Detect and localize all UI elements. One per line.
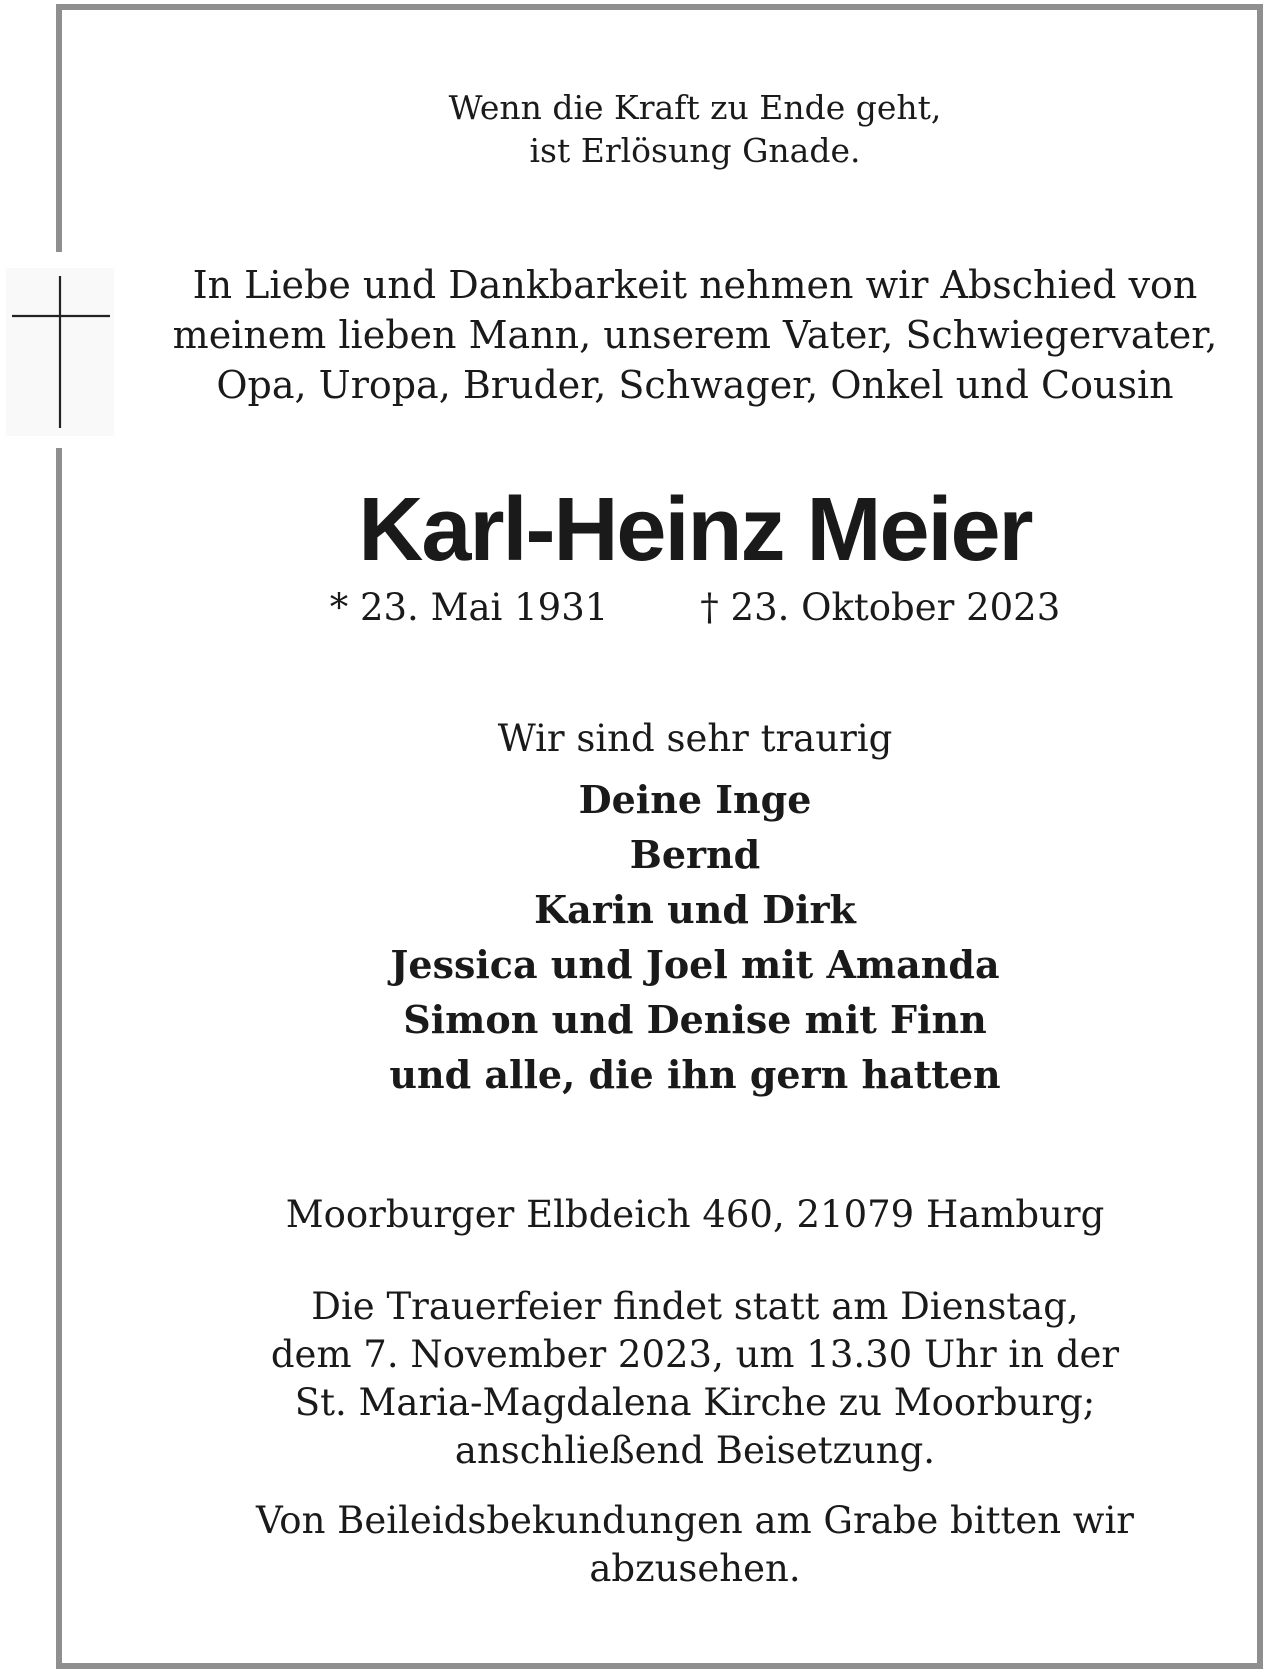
cross-icon xyxy=(6,268,114,436)
mourner: Deine Inge xyxy=(578,777,812,822)
mourners-list xyxy=(100,772,1280,1102)
notice-line: Von Beileidsbekundungen am Grabe bitten wir xyxy=(255,1499,1134,1542)
deceased-name: Karl-Heinz Meier xyxy=(358,480,1032,580)
mourner: Bernd xyxy=(629,832,761,877)
service-line: Die Trauerfeier findet statt am Dienstag, xyxy=(311,1285,1079,1328)
motto-line: Wenn die Kraft zu Ende geht, xyxy=(448,88,942,127)
motto xyxy=(100,86,1280,172)
service-line: anschließend Beisetzung. xyxy=(454,1429,936,1472)
birth-date: * 23. Mai 1931 xyxy=(329,586,609,629)
mourner: und alle, die ihn gern hatten xyxy=(389,1052,1001,1097)
death-date: † 23. Oktober 2023 xyxy=(700,586,1061,629)
motto-line: ist Erlösung Gnade. xyxy=(529,131,861,170)
service-line: dem 7. November 2023, um 13.30 Uhr in der xyxy=(270,1333,1120,1376)
address: Moorburger Elbdeich 460, 21079 Hamburg xyxy=(285,1193,1105,1236)
mourner: Karin und Dirk xyxy=(534,887,856,932)
mourner: Simon und Denise mit Finn xyxy=(403,997,987,1042)
mourning-statement: Wir sind sehr traurig xyxy=(497,717,893,760)
funeral-service-info xyxy=(100,1283,1280,1475)
intro-line: Opa, Uropa, Bruder, Schwager, Onkel und Cousin xyxy=(216,363,1174,407)
notice-line: abzusehen. xyxy=(589,1547,801,1590)
life-dates xyxy=(100,584,1280,632)
intro-text xyxy=(100,260,1280,410)
mourner: Jessica und Joel mit Amanda xyxy=(390,942,1000,987)
condolence-notice xyxy=(100,1497,1280,1593)
service-line: St. Maria-Magdalena Kirche zu Moorburg; xyxy=(294,1381,1096,1424)
intro-line: In Liebe und Dankbarkeit nehmen wir Abschied von xyxy=(192,263,1198,307)
intro-line: meinem lieben Mann, unserem Vater, Schwiegervater, xyxy=(172,313,1218,357)
